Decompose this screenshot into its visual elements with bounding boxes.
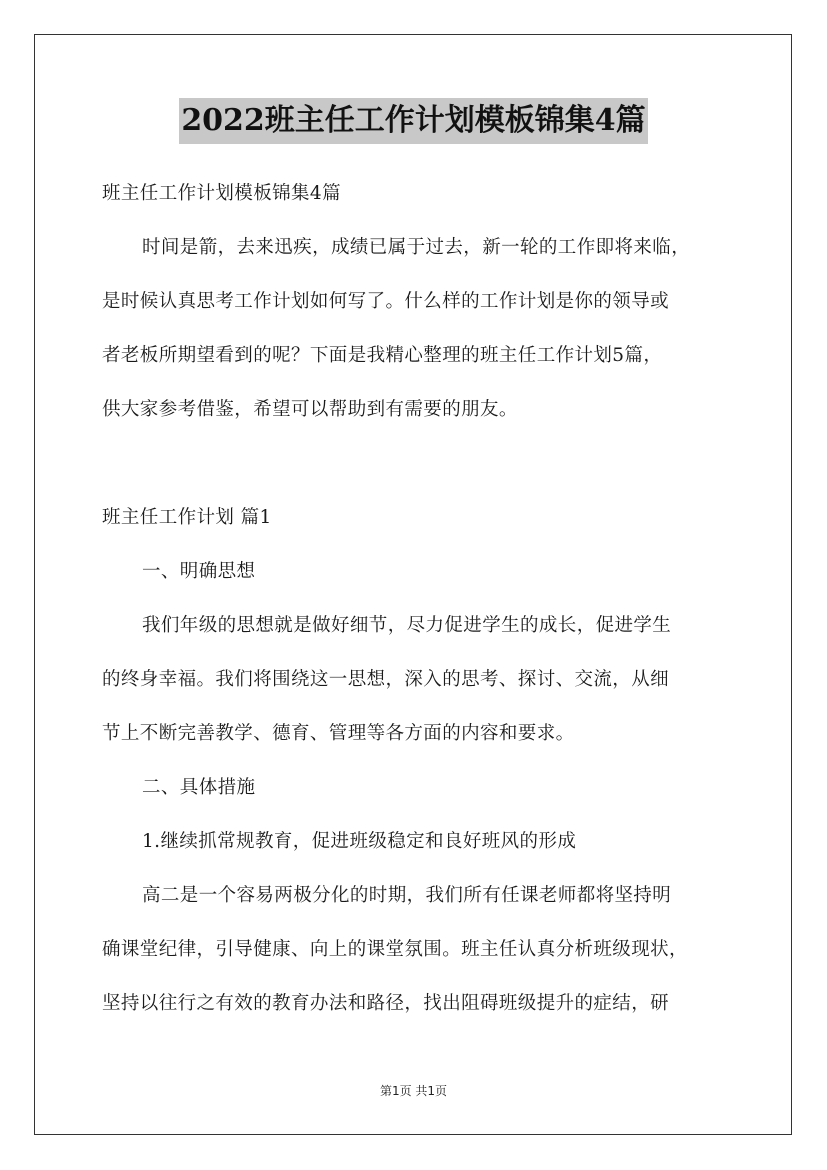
paragraph-line: 供大家参考借鉴，希望可以帮助到有需要的朋友。: [102, 399, 518, 420]
subtitle-line: 班主任工作计划模板锦集4篇: [102, 183, 341, 204]
paragraph-line: 者老板所期望看到的呢？下面是我精心整理的班主任工作计划5篇，: [102, 345, 663, 366]
document-title-container: [0, 98, 827, 144]
subheading-line: 二、具体措施: [142, 777, 256, 798]
subheading-line: 一、明确思想: [142, 561, 256, 582]
paragraph-line: 时间是箭，去来迅疾，成绩已属于过去，新一轮的工作即将来临，: [142, 237, 691, 258]
paragraph-line: 高二是一个容易两极分化的时期，我们所有任课老师都将坚持明: [142, 885, 672, 906]
document-title: 2022班主任工作计划模板锦集4篇: [179, 98, 647, 144]
paragraph-line: 节上不断完善教学、德育、管理等各方面的内容和要求。: [102, 723, 575, 744]
paragraph-line: 坚持以往行之有效的教育办法和路径，找出阻碍班级提升的症结，研: [102, 993, 670, 1014]
paragraph-line: 我们年级的思想就是做好细节，尽力促进学生的成长，促进学生: [142, 615, 672, 636]
paragraph-line: 的终身幸福。我们将围绕这一思想，深入的思考、探讨、交流，从细: [102, 669, 670, 690]
list-item-line: 1.继续抓常规教育，促进班级稳定和良好班风的形成: [142, 831, 577, 852]
paragraph-line: 是时候认真思考工作计划如何写了。什么样的工作计划是你的领导或: [102, 291, 670, 312]
paragraph-line: 确课堂纪律，引导健康、向上的课堂氛围。班主任认真分析班级现状，: [102, 939, 688, 960]
page-footer: 第1页 共1页: [379, 1084, 448, 1098]
section-heading: 班主任工作计划 篇1: [102, 507, 272, 528]
